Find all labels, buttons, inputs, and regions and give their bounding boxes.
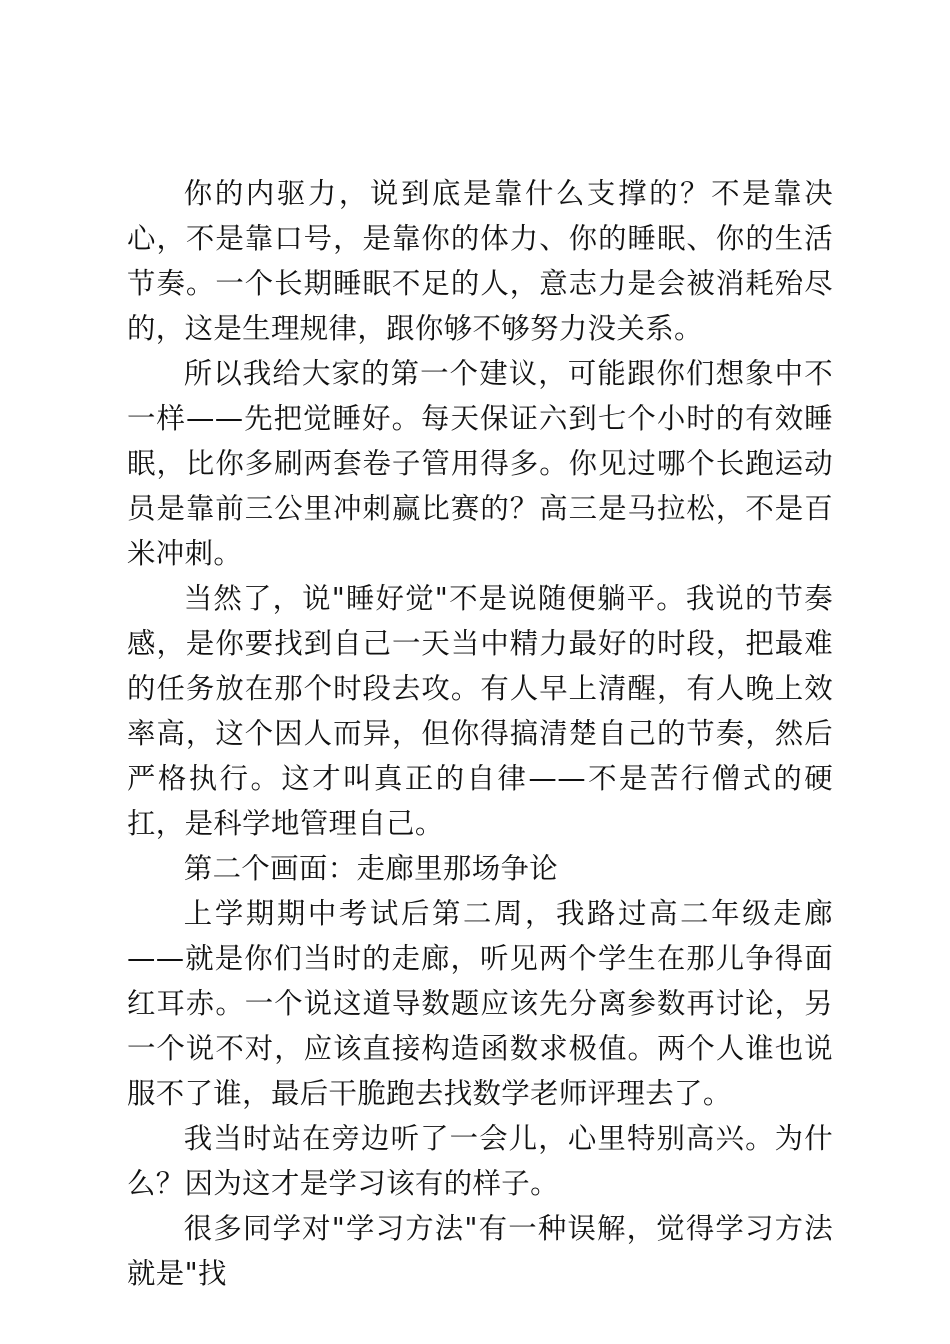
paragraph-sleep-advice: 所以我给大家的第一个建议，可能跟你们想象中不一样——先把觉睡好。每天保证六到七个小时的有效睡眠，比你多刷两套卷子管用得多。你见过哪个长跑运动员是靠前三公里冲刺赢比赛的？高三是马拉松，不是百米冲刺。 <box>127 357 833 570</box>
paragraph-rhythm: 当然了，说"睡好觉"不是说随便躺平。我说的节奏感，是你要找到自己一天当中精力最好的时段，把最难的任务放在那个时段去攻。有人早上清醒，有人晚上效率高，这个因人而异，但你得搞清楚自己的节奏，然后严格执行。这才叫真正的自律——不是苦行僧式的硬扛，是科学地管理自己。 <box>127 582 833 840</box>
paragraph-inner-drive: 你的内驱力，说到底是靠什么支撑的？不是靠决心，不是靠口号，是靠你的体力、你的睡眠、你的生活节奏。一个长期睡眠不足的人，意志力是会被消耗殆尽的，这是生理规律，跟你够不够努力没关系。 <box>127 177 833 345</box>
paragraph-study-method: 很多同学对"学习方法"有一种误解，觉得学习方法就是"找 <box>127 1212 833 1290</box>
paragraph-hallway-debate: 上学期期中考试后第二周，我路过高二年级走廊——就是你们当时的走廊，听见两个学生在那儿争得面红耳赤。一个说这道导数题应该先分离参数再讨论，另一个说不对，应该直接构造函数求极值。两个人谁也说服不了谁，最后干脆跑去找数学老师评理去了。 <box>127 897 833 1110</box>
document-body <box>127 171 833 1296</box>
section-heading: 第二个画面：走廊里那场争论 <box>183 852 559 885</box>
paragraph-reaction: 我当时站在旁边听了一会儿，心里特别高兴。为什么？因为这才是学习该有的样子。 <box>127 1122 833 1200</box>
